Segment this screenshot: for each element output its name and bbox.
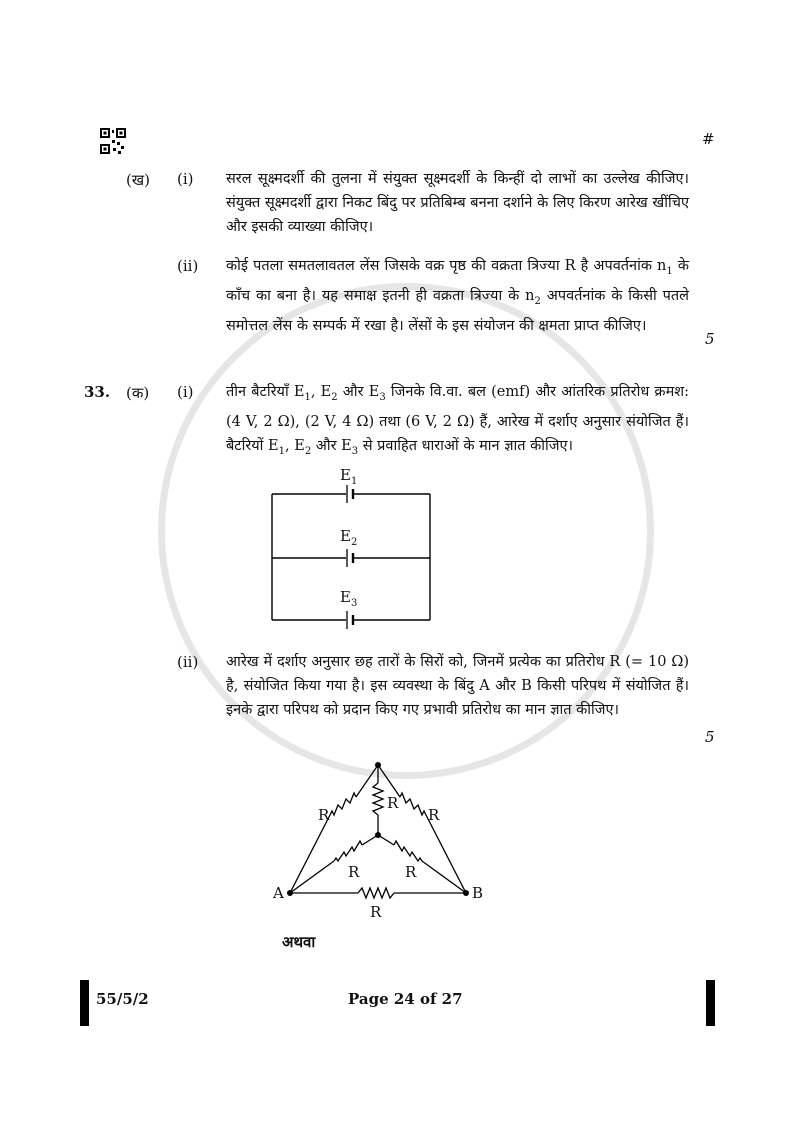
node-b-label: B bbox=[472, 884, 484, 902]
q33-number: 33. bbox=[84, 383, 111, 401]
q33-label: (क) bbox=[126, 384, 150, 402]
q32b-label: (ख) bbox=[126, 171, 150, 189]
resistor-label-inner-left: R bbox=[348, 863, 360, 881]
footer-left-bar bbox=[80, 980, 89, 1026]
q32b-i-text: सरल सूक्ष्मदर्शी की तुलना में संयुक्त सूक्ष्मदर्शी के किन्हीं दो लाभों का उल्लेख कीजिए। संयुक्त सूक्ष्मदर्शी द्वारा निकट बिंदु पर प्रतिबिम्ब बनना दर्शाने के लिए किरण आरेख खींचिए और इसकी व्याख्या कीजिए। bbox=[226, 171, 689, 235]
resistor-label-left: R bbox=[318, 806, 330, 824]
resistor-label-inner-right: R bbox=[405, 863, 417, 881]
node-top-dot bbox=[375, 762, 381, 768]
q33-ii-text: आरेख में दर्शाए अनुसार छह तारों के सिरों को, जिनमें प्रत्येक का प्रतिरोध R (= 10 Ω) है, संयोजित किया गया है। इस व्यवस्था के बिंदु A और B किसी परिपथ में संयोजित हैं। इनके द्वारा परिपथ को प्रदान किए गए प्रभावी प्रतिरोध का मान ज्ञात कीजिए। bbox=[226, 654, 689, 718]
q32-marks: 5 bbox=[705, 330, 715, 348]
q32b-ii-text: कोई पतला समतलावतल लेंस जिसके वक्र पृष्ठ की वक्रता त्रिज्या R है अपवर्तनांक $n_1$ के काँच का बना है। यह समाक्ष इतनी ही वक्रता त्रिज्या के $n_2$ अपवर्तनांक के किसी पतले समोत्तल लेंस के सम्पर्क में रखा है। लेंसों के इस संयोजन की क्षमता प्राप्त कीजिए। bbox=[226, 258, 689, 334]
battery-e2-label: $E_2$ bbox=[340, 527, 358, 548]
resistor-network-diagram bbox=[270, 755, 490, 915]
node-a-label: A bbox=[273, 884, 284, 902]
page-hash-mark: # bbox=[702, 130, 715, 148]
or-separator: अथवा bbox=[282, 933, 316, 951]
resistor-label-right: R bbox=[428, 806, 440, 824]
q33-ii-num: (ii) bbox=[177, 653, 199, 671]
resistor-label-bottom: R bbox=[370, 903, 382, 921]
footer-right-bar bbox=[706, 980, 715, 1026]
battery-e1-label: $E_1$ bbox=[340, 466, 358, 487]
node-b-dot bbox=[463, 890, 469, 896]
node-centre-dot bbox=[375, 832, 381, 838]
q32b-ii-num: (ii) bbox=[177, 257, 199, 275]
paper-code: 55/5/2 bbox=[96, 990, 149, 1008]
qr-code-icon bbox=[100, 128, 126, 154]
resistor-label-vertical: R bbox=[387, 794, 399, 812]
page-number: Page 24 of 27 bbox=[348, 990, 463, 1008]
battery-e3-label: $E_3$ bbox=[340, 588, 358, 609]
node-a-dot bbox=[287, 890, 293, 896]
q33-i-num: (i) bbox=[177, 383, 194, 401]
q33-i-text: तीन बैटरियाँ $E_1$, $E_2$ और $E_3$ जिनके वि.वा. बल (emf) और आंतरिक प्रतिरोध क्रमश: (4 V, 2 Ω), (2 V, 4 Ω) तथा (6 V, 2 Ω) हैं, आरेख में दर्शाए अनुसार संयोजित हैं। बैटरियों $E_1$, $E_2$ और $E_3$ से प्रवाहित धाराओं के मान ज्ञात कीजिए। bbox=[226, 384, 689, 457]
q33-marks: 5 bbox=[705, 728, 715, 746]
q32b-i-num: (i) bbox=[177, 170, 194, 188]
